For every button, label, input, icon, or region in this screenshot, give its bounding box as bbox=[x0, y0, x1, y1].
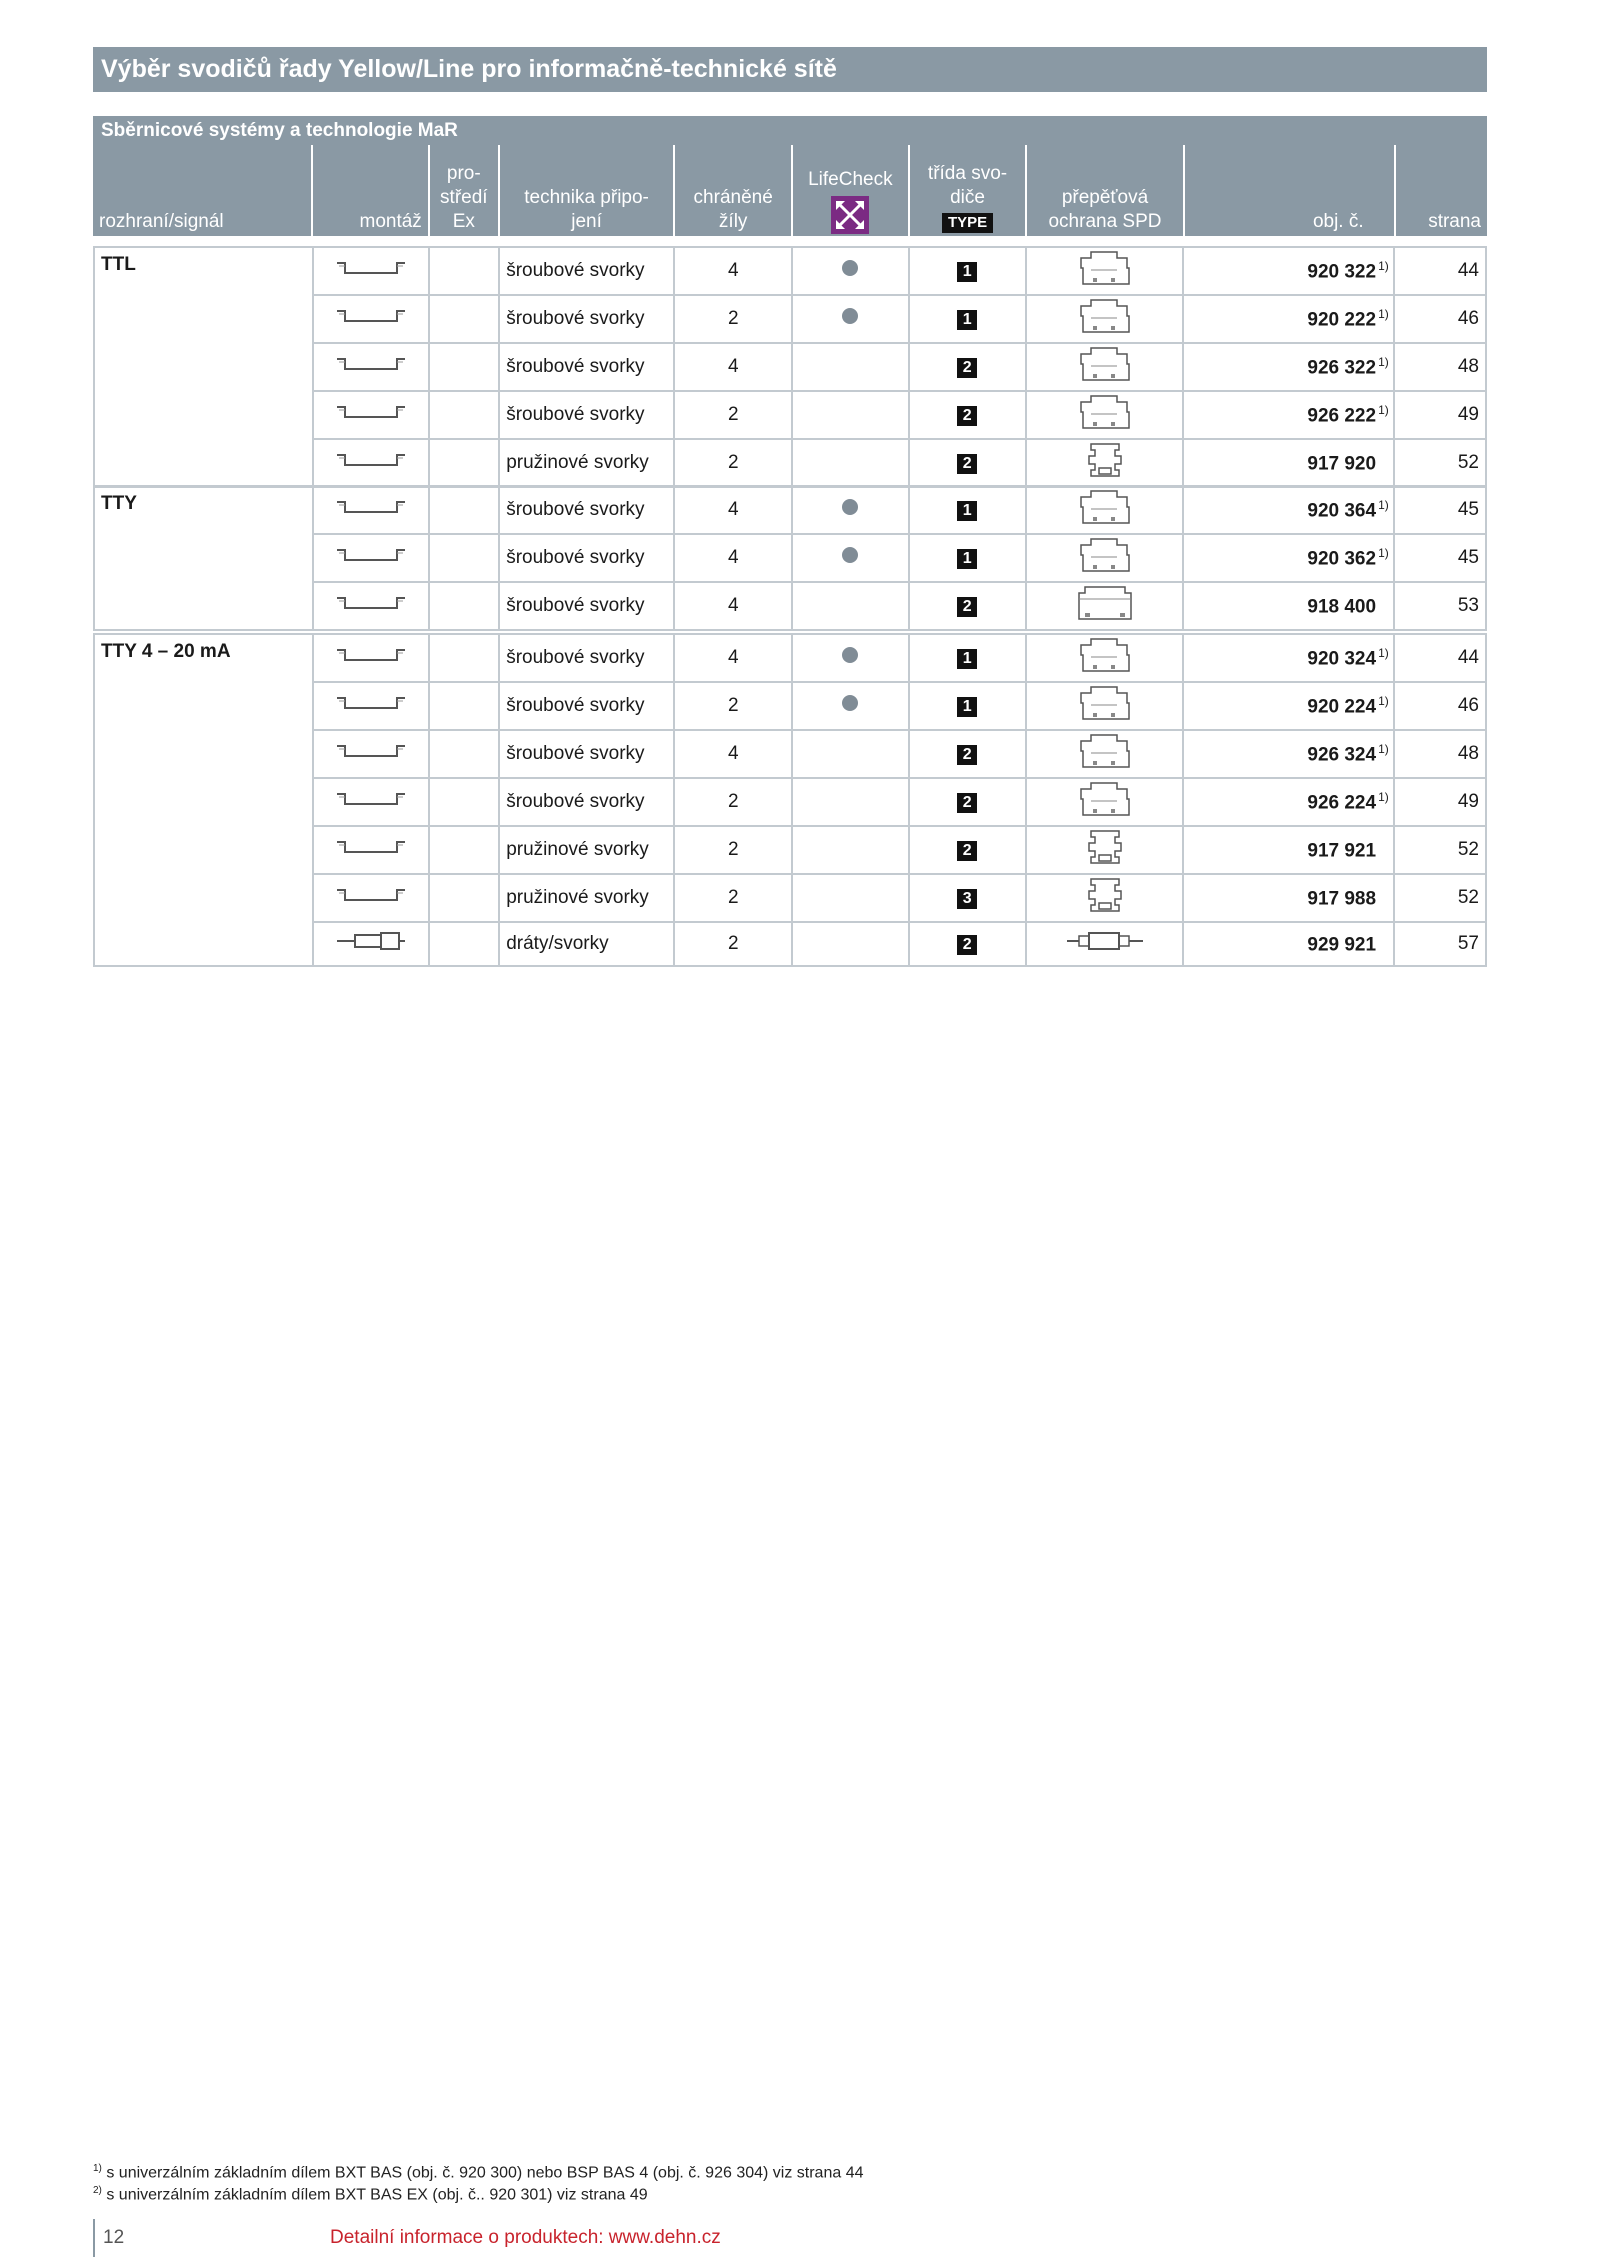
mounting-cell bbox=[313, 634, 430, 682]
connection-cell: šroubové svorky bbox=[499, 247, 674, 295]
lifecheck-cell bbox=[792, 582, 909, 630]
order-number-cell bbox=[1183, 343, 1394, 391]
ex-cell bbox=[429, 391, 499, 439]
connection-cell: šroubové svorky bbox=[499, 682, 674, 730]
mounting-cell bbox=[313, 682, 430, 730]
ex-cell bbox=[429, 247, 499, 295]
page-cell: 48 bbox=[1394, 730, 1486, 778]
spd-module-icon bbox=[1077, 559, 1133, 580]
class-badge: 1 bbox=[957, 310, 977, 330]
footnote-2: $^{2)}$ s univerzálním základním dílem BXT BAS EX (obj. č.. 920 301) viz strana 49 bbox=[93, 2185, 648, 2204]
ex-cell bbox=[429, 634, 499, 682]
mounting-cell bbox=[313, 343, 430, 391]
spd-cell bbox=[1026, 634, 1183, 682]
mounting-cell bbox=[313, 778, 430, 826]
class-cell bbox=[909, 247, 1027, 295]
class-badge: 2 bbox=[957, 454, 977, 474]
din-rail-icon bbox=[335, 310, 407, 331]
header-ex: pro- středí Ex bbox=[429, 145, 499, 236]
order-number-cell bbox=[1183, 922, 1394, 966]
order-number: 920 324 bbox=[1307, 648, 1377, 670]
spd-cell bbox=[1026, 730, 1183, 778]
lifecheck-cell bbox=[792, 682, 909, 730]
lifecheck-cell bbox=[792, 730, 909, 778]
spd-cell bbox=[1026, 826, 1183, 874]
order-number: 920 222 bbox=[1307, 309, 1377, 331]
mounting-cell bbox=[313, 295, 430, 343]
lifecheck-dot-icon bbox=[842, 260, 858, 276]
connection-cell: šroubové svorky bbox=[499, 391, 674, 439]
page-cell: 44 bbox=[1394, 634, 1486, 682]
connection-cell: šroubové svorky bbox=[499, 343, 674, 391]
ex-cell bbox=[429, 295, 499, 343]
wires-cell: 4 bbox=[674, 730, 792, 778]
class-cell bbox=[909, 582, 1027, 630]
lifecheck-cell bbox=[792, 634, 909, 682]
spd-module-icon bbox=[1077, 707, 1133, 728]
footnote-ref: 1) bbox=[1378, 545, 1389, 560]
spd-cell bbox=[1026, 922, 1183, 966]
ex-cell bbox=[429, 486, 499, 534]
footnote-ref: 1) bbox=[1378, 306, 1389, 321]
page-cell: 45 bbox=[1394, 486, 1486, 534]
din-rail-icon bbox=[335, 889, 407, 910]
order-number: 917 921 bbox=[1307, 840, 1377, 862]
footnote-ref: 1) bbox=[1378, 693, 1389, 708]
header-spd: přepěťová ochrana SPD bbox=[1026, 145, 1183, 236]
order-number: 920 362 bbox=[1307, 548, 1377, 570]
spd-cell bbox=[1026, 582, 1183, 630]
lifecheck-cell bbox=[792, 439, 909, 487]
class-cell bbox=[909, 682, 1027, 730]
din-rail-icon bbox=[335, 358, 407, 379]
page-cell: 52 bbox=[1394, 439, 1486, 487]
mounting-cell bbox=[313, 826, 430, 874]
wires-cell: 4 bbox=[674, 534, 792, 582]
order-number: 920 224 bbox=[1307, 696, 1377, 718]
class-cell bbox=[909, 343, 1027, 391]
spd-module-icon bbox=[1077, 272, 1133, 293]
wires-cell: 2 bbox=[674, 874, 792, 922]
page-title: Výběr svodičů řady Yellow/Line pro informačně-technické sítě bbox=[93, 47, 1487, 92]
class-badge: 3 bbox=[957, 889, 977, 909]
page-cell: 53 bbox=[1394, 582, 1486, 630]
spd-module-icon bbox=[1077, 755, 1133, 776]
class-badge: 2 bbox=[957, 841, 977, 861]
order-number-cell bbox=[1183, 582, 1394, 630]
page-cell: 44 bbox=[1394, 247, 1486, 295]
class-badge: 1 bbox=[957, 262, 977, 282]
wires-cell: 4 bbox=[674, 486, 792, 534]
class-badge: 2 bbox=[957, 793, 977, 813]
signal-group bbox=[93, 485, 1487, 631]
lifecheck-dot-icon bbox=[842, 547, 858, 563]
spd-module-icon bbox=[1077, 511, 1133, 532]
lifecheck-cell bbox=[792, 534, 909, 582]
spd-cell bbox=[1026, 874, 1183, 922]
class-badge: 2 bbox=[957, 597, 977, 617]
lifecheck-cell bbox=[792, 247, 909, 295]
page-number: 12 bbox=[93, 2219, 124, 2257]
lifecheck-dot-icon bbox=[842, 499, 858, 515]
din-rail-icon bbox=[335, 501, 407, 522]
ex-cell bbox=[429, 874, 499, 922]
page-cell: 46 bbox=[1394, 682, 1486, 730]
page-cell: 52 bbox=[1394, 826, 1486, 874]
footnote-ref: 1) bbox=[1378, 354, 1389, 369]
ex-cell bbox=[429, 582, 499, 630]
wires-cell: 4 bbox=[674, 247, 792, 295]
footnote-ref: 1) bbox=[1378, 645, 1389, 660]
lifecheck-cell bbox=[792, 922, 909, 966]
class-cell bbox=[909, 486, 1027, 534]
class-cell bbox=[909, 295, 1027, 343]
class-badge: 1 bbox=[957, 697, 977, 717]
lifecheck-icon bbox=[831, 196, 869, 234]
order-number: 920 364 bbox=[1307, 500, 1377, 522]
din-rail-icon bbox=[335, 549, 407, 570]
din-rail-icon bbox=[335, 793, 407, 814]
order-number: 918 400 bbox=[1307, 596, 1377, 618]
din-rail-icon bbox=[335, 406, 407, 427]
class-cell bbox=[909, 778, 1027, 826]
inline-spd-icon bbox=[1065, 935, 1145, 956]
connection-cell: šroubové svorky bbox=[499, 534, 674, 582]
spd-module-icon bbox=[1077, 368, 1133, 389]
din-rail-icon bbox=[335, 745, 407, 766]
class-cell bbox=[909, 439, 1027, 487]
wires-cell: 2 bbox=[674, 682, 792, 730]
lifecheck-dot-icon bbox=[842, 308, 858, 324]
order-number: 926 322 bbox=[1307, 357, 1377, 379]
class-cell bbox=[909, 922, 1027, 966]
header-connection: technika připo- jení bbox=[499, 145, 675, 236]
table-row bbox=[94, 247, 1486, 295]
order-number: 926 222 bbox=[1307, 405, 1377, 427]
order-number-cell bbox=[1183, 295, 1394, 343]
order-number-cell bbox=[1183, 778, 1394, 826]
class-badge: 2 bbox=[957, 935, 977, 955]
class-cell bbox=[909, 826, 1027, 874]
class-badge: 1 bbox=[957, 549, 977, 569]
order-number-cell bbox=[1183, 439, 1394, 487]
lifecheck-cell bbox=[792, 486, 909, 534]
header-signal: rozhraní/signál bbox=[99, 211, 224, 232]
lifecheck-dot-icon bbox=[842, 647, 858, 663]
mounting-cell bbox=[313, 439, 430, 487]
mounting-cell bbox=[313, 874, 430, 922]
order-number-cell bbox=[1183, 391, 1394, 439]
spd-module-icon bbox=[1077, 416, 1133, 437]
din-rail-icon bbox=[335, 841, 407, 862]
footnote-ref: 1) bbox=[1378, 789, 1389, 804]
spd-cell bbox=[1026, 391, 1183, 439]
ex-cell bbox=[429, 826, 499, 874]
page-cell: 48 bbox=[1394, 343, 1486, 391]
class-cell bbox=[909, 730, 1027, 778]
spring-terminal-icon bbox=[1077, 851, 1133, 872]
header-page: strana bbox=[1395, 145, 1487, 236]
class-badge: 1 bbox=[957, 649, 977, 669]
spd-module-icon bbox=[1077, 320, 1133, 341]
din-rail-icon bbox=[335, 697, 407, 718]
connection-cell: pružinové svorky bbox=[499, 874, 674, 922]
spring-terminal-icon bbox=[1077, 899, 1133, 920]
connection-cell: šroubové svorky bbox=[499, 634, 674, 682]
din-rail-icon bbox=[335, 454, 407, 475]
spd-cell bbox=[1026, 343, 1183, 391]
connection-cell: šroubové svorky bbox=[499, 582, 674, 630]
wires-cell: 2 bbox=[674, 922, 792, 966]
footnote-1: $^{1)}$ s univerzálním základním dílem BXT BAS (obj. č. 920 300) nebo BSP BAS 4 (obj. č. 926 304) viz strana 44 bbox=[93, 2163, 864, 2182]
wires-cell: 4 bbox=[674, 343, 792, 391]
wires-cell: 2 bbox=[674, 391, 792, 439]
connection-cell: šroubové svorky bbox=[499, 295, 674, 343]
order-number: 926 324 bbox=[1307, 744, 1377, 766]
mounting-cell bbox=[313, 391, 430, 439]
lifecheck-cell bbox=[792, 778, 909, 826]
spd-module-icon bbox=[1077, 659, 1133, 680]
wires-cell: 4 bbox=[674, 634, 792, 682]
spd-cell bbox=[1026, 778, 1183, 826]
class-badge: 1 bbox=[957, 501, 977, 521]
signal-group bbox=[93, 246, 1487, 488]
signal-group bbox=[93, 633, 1487, 967]
order-number-cell bbox=[1183, 874, 1394, 922]
order-number: 926 224 bbox=[1307, 792, 1377, 814]
table-row bbox=[94, 634, 1486, 682]
spd-cell bbox=[1026, 247, 1183, 295]
din-rail-icon bbox=[335, 262, 407, 283]
section-heading: Sběrnicové systémy a technologie MaR bbox=[93, 116, 1487, 145]
wires-cell: 2 bbox=[674, 778, 792, 826]
header-wires: chráněné žíly bbox=[674, 145, 792, 236]
mounting-cell bbox=[313, 534, 430, 582]
lifecheck-cell bbox=[792, 391, 909, 439]
order-number-cell bbox=[1183, 247, 1394, 295]
page-cell: 57 bbox=[1394, 922, 1486, 966]
mounting-cell bbox=[313, 922, 430, 966]
ex-cell bbox=[429, 730, 499, 778]
ex-cell bbox=[429, 778, 499, 826]
footer-link[interactable]: Detailní informace o produktech: www.dehn.cz bbox=[330, 2227, 721, 2248]
connection-cell: dráty/svorky bbox=[499, 922, 674, 966]
spd-cell bbox=[1026, 534, 1183, 582]
order-number: 917 988 bbox=[1307, 888, 1377, 910]
header-order: obj. č. bbox=[1184, 145, 1395, 236]
table-header bbox=[93, 145, 1487, 236]
ex-cell bbox=[429, 343, 499, 391]
connection-cell: šroubové svorky bbox=[499, 778, 674, 826]
page-cell: 45 bbox=[1394, 534, 1486, 582]
header-mounting: montáž bbox=[312, 145, 429, 236]
connection-cell: šroubové svorky bbox=[499, 730, 674, 778]
class-badge: 2 bbox=[957, 745, 977, 765]
connection-cell: pružinové svorky bbox=[499, 826, 674, 874]
page-cell: 46 bbox=[1394, 295, 1486, 343]
lifecheck-cell bbox=[792, 343, 909, 391]
footnote-ref: 1) bbox=[1378, 402, 1389, 417]
wide-module-icon bbox=[1075, 607, 1135, 628]
spd-cell bbox=[1026, 295, 1183, 343]
din-rail-icon bbox=[335, 649, 407, 670]
signal-name: TTY bbox=[94, 486, 313, 630]
order-number-cell bbox=[1183, 826, 1394, 874]
class-cell bbox=[909, 391, 1027, 439]
ex-cell bbox=[429, 534, 499, 582]
spd-module-icon bbox=[1077, 803, 1133, 824]
header-class: třída svo- diče TYPE bbox=[909, 145, 1027, 236]
class-cell bbox=[909, 634, 1027, 682]
ex-cell bbox=[429, 682, 499, 730]
footnote-ref: 1) bbox=[1378, 258, 1389, 273]
signal-name: TTL bbox=[94, 247, 313, 487]
order-number: 917 920 bbox=[1307, 453, 1377, 475]
order-number: 929 921 bbox=[1307, 934, 1377, 956]
order-number: 920 322 bbox=[1307, 261, 1377, 283]
signal-name: TTY 4 – 20 mA bbox=[94, 634, 313, 966]
page-cell: 49 bbox=[1394, 778, 1486, 826]
inline-cable-icon bbox=[335, 935, 407, 956]
class-badge: 2 bbox=[957, 358, 977, 378]
footnote-ref: 1) bbox=[1378, 497, 1389, 512]
spd-cell bbox=[1026, 439, 1183, 487]
spd-cell bbox=[1026, 682, 1183, 730]
ex-cell bbox=[429, 922, 499, 966]
wires-cell: 4 bbox=[674, 582, 792, 630]
order-number-cell bbox=[1183, 682, 1394, 730]
wires-cell: 2 bbox=[674, 826, 792, 874]
spd-cell bbox=[1026, 486, 1183, 534]
order-number-cell bbox=[1183, 486, 1394, 534]
order-number-cell bbox=[1183, 534, 1394, 582]
class-cell bbox=[909, 534, 1027, 582]
mounting-cell bbox=[313, 730, 430, 778]
mounting-cell bbox=[313, 247, 430, 295]
lifecheck-dot-icon bbox=[842, 695, 858, 711]
mounting-cell bbox=[313, 486, 430, 534]
lifecheck-cell bbox=[792, 295, 909, 343]
class-badge: 2 bbox=[957, 406, 977, 426]
lifecheck-cell bbox=[792, 874, 909, 922]
order-number-cell bbox=[1183, 730, 1394, 778]
header-lifecheck: LifeCheck bbox=[792, 145, 909, 236]
page-cell: 52 bbox=[1394, 874, 1486, 922]
connection-cell: šroubové svorky bbox=[499, 486, 674, 534]
wires-cell: 2 bbox=[674, 295, 792, 343]
ex-cell bbox=[429, 439, 499, 487]
lifecheck-cell bbox=[792, 826, 909, 874]
order-number-cell bbox=[1183, 634, 1394, 682]
mounting-cell bbox=[313, 582, 430, 630]
wires-cell: 2 bbox=[674, 439, 792, 487]
din-rail-icon bbox=[335, 597, 407, 618]
spring-terminal-icon bbox=[1077, 464, 1133, 485]
page-cell: 49 bbox=[1394, 391, 1486, 439]
footnote-ref: 1) bbox=[1378, 741, 1389, 756]
connection-cell: pružinové svorky bbox=[499, 439, 674, 487]
class-cell bbox=[909, 874, 1027, 922]
type-badge: TYPE bbox=[942, 213, 993, 233]
table-row bbox=[94, 486, 1486, 534]
